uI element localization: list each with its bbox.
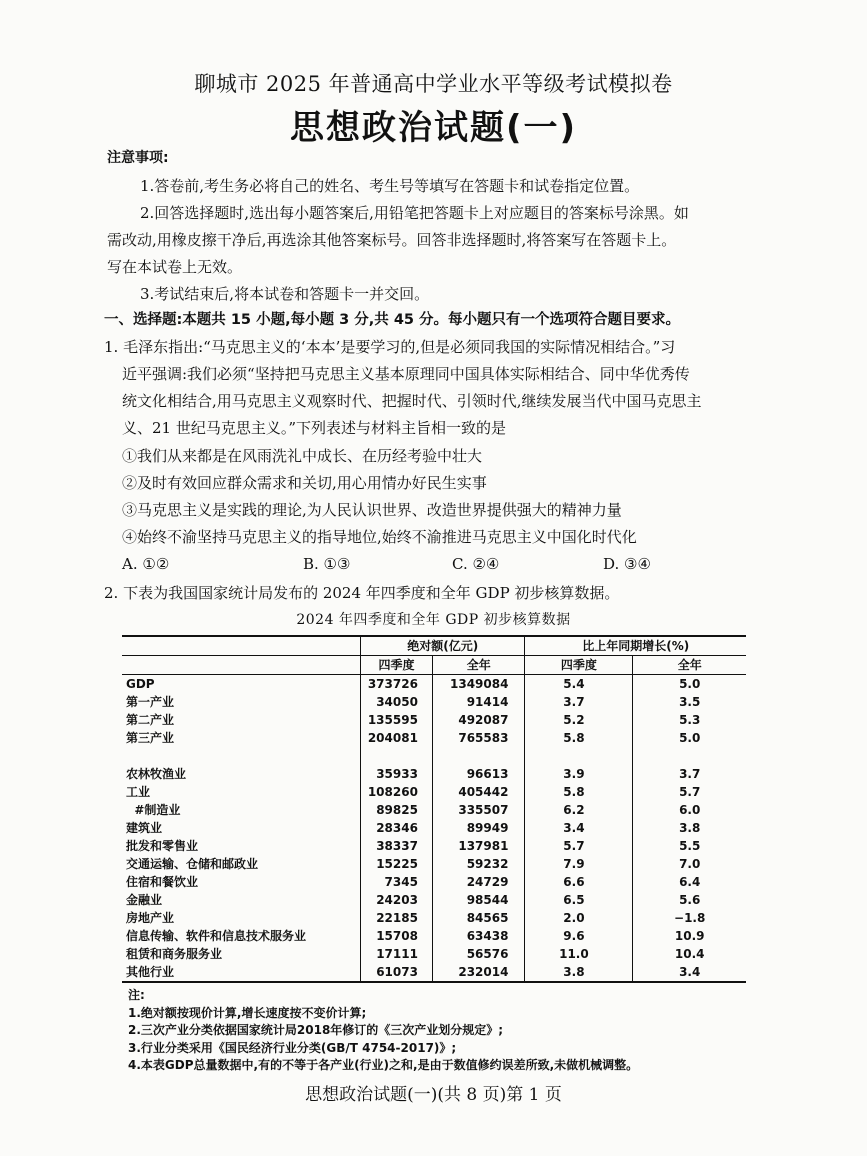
cell-growth-q4: 3.8: [525, 963, 633, 982]
row-label: 建筑业: [126, 821, 163, 835]
footnote-heading: 注:: [128, 988, 145, 1002]
cell-abs-q4: 35933: [360, 765, 432, 783]
cell-growth-q4: 5.4: [525, 675, 633, 694]
table-row: [122, 909, 746, 927]
cell-growth-q4: 3.4: [525, 819, 633, 837]
cell-growth-year: 5.3: [633, 711, 746, 729]
q1-option-c: C. ②④: [452, 555, 500, 573]
cell-growth-q4: 5.8: [525, 729, 633, 747]
cell-abs-q4: 22185: [360, 909, 432, 927]
table-row: [122, 675, 746, 694]
cell-abs-q4: 135595: [360, 711, 432, 729]
cell-abs-year: 492087: [432, 711, 525, 729]
row-label: 房地产业: [126, 911, 175, 925]
cell-growth-q4: 3.7: [525, 693, 633, 711]
cell-abs-q4: 24203: [360, 891, 432, 909]
col-growth-q4: 四季度: [525, 656, 633, 675]
table-row: [122, 819, 746, 837]
table-title: 2024 年四季度和全年 GDP 初步核算数据: [296, 612, 571, 628]
table-header-row-2: [122, 656, 746, 675]
row-label: 批发和零售业: [126, 839, 199, 853]
footnote-1: 1.绝对额按现价计算,增长速度按不变价计算;: [128, 1005, 367, 1020]
q2-stem: 2. 下表为我国国家统计局发布的 2024 年四季度和全年 GDP 初步核算数据。: [104, 584, 620, 602]
q1-stem-line-2: 近平强调:我们必须“坚持把马克思主义基本原理同中国具体实际相结合、同中华优秀传: [122, 365, 690, 383]
row-label: 第三产业: [126, 731, 175, 745]
row-label: 第一产业: [126, 695, 175, 709]
cell-growth-year: 7.0: [633, 855, 746, 873]
note-item-2-line-3: 写在本试卷上无效。: [107, 258, 243, 276]
cell-abs-q4: 15708: [360, 927, 432, 945]
cell-abs-year: 24729: [432, 873, 525, 891]
cell-abs-year: 405442: [432, 783, 525, 801]
cell-growth-q4: 5.7: [525, 837, 633, 855]
table-header-blank: [122, 636, 360, 656]
cell-abs-q4: 17111: [360, 945, 432, 963]
q1-statement-4: ④始终不渝坚持马克思主义的指导地位,始终不渝推进马克思主义中国化时代化: [122, 528, 637, 546]
cell-abs-year: 84565: [432, 909, 525, 927]
q1-option-d: D. ③④: [603, 555, 651, 573]
q1-stem-line-4: 义、21 世纪马克思主义。”下列表述与材料主旨相一致的是: [122, 419, 507, 437]
page-footer: 思想政治试题(一)(共 8 页)第 1 页: [305, 1085, 562, 1105]
cell-growth-year: 5.5: [633, 837, 746, 855]
cell-abs-year: 63438: [432, 927, 525, 945]
cell-abs-year: 56576: [432, 945, 525, 963]
cell-growth-year: 3.4: [633, 963, 746, 982]
cell-growth-q4: 6.5: [525, 891, 633, 909]
cell-growth-q4: 5.8: [525, 783, 633, 801]
cell-abs-q4: 7345: [360, 873, 432, 891]
cell-abs-year: 335507: [432, 801, 525, 819]
q1-stem-line-1: 1. 毛泽东指出:“马克思主义的‘本本’是要学习的,但是必须同我国的实际情况相结合。”习: [104, 338, 676, 356]
col-growth-year: 全年: [633, 656, 746, 675]
row-label: 工业: [126, 785, 151, 799]
note-item-2-line-2: 需改动,用橡皮擦干净后,再选涂其他答案标号。回答非选择题时,将答案写在答题卡上。: [107, 231, 677, 249]
notes-heading: 注意事项:: [107, 150, 169, 166]
table-group-absolute: 绝对额(亿元): [360, 636, 524, 656]
cell-abs-q4: 15225: [360, 855, 432, 873]
cell-abs-year: 91414: [432, 693, 525, 711]
table-spacer-row: [122, 747, 746, 765]
table-row: [122, 783, 746, 801]
footnote-3: 3.行业分类采用《国民经济行业分类(GB/T 4754-2017)》;: [128, 1040, 457, 1055]
cell-abs-year: 1349084: [432, 675, 525, 694]
note-item-2-line-1: 2.回答选择题时,选出每小题答案后,用铅笔把答题卡上对应题目的答案标号涂黑。如: [140, 204, 689, 222]
row-label: 农林牧渔业: [126, 767, 187, 781]
cell-growth-q4: 2.0: [525, 909, 633, 927]
section-1-heading: 一、选择题:本题共 15 小题,每小题 3 分,共 45 分。每小题只有一个选项符合题目要求。: [104, 312, 681, 328]
cell-abs-q4: 108260: [360, 783, 432, 801]
row-label: 租赁和商务服务业: [126, 947, 223, 961]
q1-stem-line-3: 统文化相结合,用马克思主义观察时代、把握时代、引领时代,继续发展当代中国马克思主: [122, 392, 702, 410]
cell-growth-year: 5.7: [633, 783, 746, 801]
row-label: #制造业: [126, 803, 181, 817]
footnote-4: 4.本表GDP总量数据中,有的不等于各产业(行业)之和,是由于数值修约误差所致,未做机械调整。: [128, 1058, 639, 1072]
table-row: [122, 963, 746, 982]
table-row: [122, 693, 746, 711]
row-label: GDP: [126, 677, 155, 691]
q1-option-a: A. ①②: [122, 555, 170, 573]
cell-growth-year: 5.6: [633, 891, 746, 909]
table-row: [122, 945, 746, 963]
gdp-table: [122, 635, 746, 983]
table-row: [122, 855, 746, 873]
footnote-2: 2.三次产业分类依据国家统计局2018年修订的《三次产业划分规定》;: [128, 1023, 504, 1037]
q1-statement-2: ②及时有效回应群众需求和关切,用心用情办好民生实事: [122, 474, 487, 492]
row-label: 其他行业: [122, 963, 360, 982]
row-label: 第二产业: [126, 713, 175, 727]
cell-abs-q4: 61073: [360, 963, 432, 982]
table-row: [122, 711, 746, 729]
cell-abs-year: 137981: [432, 837, 525, 855]
cell-growth-year: 5.0: [633, 675, 746, 694]
exam-subtitle: 聊城市 2025 年普通高中学业水平等级考试模拟卷: [194, 72, 673, 96]
table-row: [122, 729, 746, 747]
cell-abs-year: 96613: [432, 765, 525, 783]
cell-growth-year: 3.8: [633, 819, 746, 837]
q1-option-b: B. ①③: [303, 555, 351, 573]
cell-growth-year: 10.9: [633, 927, 746, 945]
table-header-row-1: [122, 636, 746, 656]
q1-statement-3: ③马克思主义是实践的理论,为人民认识世界、改造世界提供强大的精神力量: [122, 501, 622, 519]
cell-growth-q4: 9.6: [525, 927, 633, 945]
exam-title: 思想政治试题(一): [289, 108, 578, 148]
row-label: 信息传输、软件和信息技术服务业: [126, 929, 307, 943]
row-label: 住宿和餐饮业: [126, 875, 199, 889]
cell-abs-q4: 38337: [360, 837, 432, 855]
cell-growth-q4: 5.2: [525, 711, 633, 729]
cell-abs-q4: 34050: [360, 693, 432, 711]
q1-statement-1: ①我们从来都是在风雨洗礼中成长、在历经考验中壮大: [122, 447, 483, 465]
table-row: [122, 837, 746, 855]
table-row: [122, 765, 746, 783]
col-abs-year: 全年: [432, 656, 525, 675]
cell-growth-year: 6.4: [633, 873, 746, 891]
table-row: [122, 927, 746, 945]
table-row: [122, 873, 746, 891]
col-abs-q4: 四季度: [360, 656, 432, 675]
cell-abs-year: 59232: [432, 855, 525, 873]
cell-growth-year: 6.0: [633, 801, 746, 819]
cell-abs-q4: 204081: [360, 729, 432, 747]
cell-abs-q4: 373726: [360, 675, 432, 694]
cell-growth-year: −1.8: [633, 909, 746, 927]
cell-abs-q4: 28346: [360, 819, 432, 837]
cell-growth-year: 10.4: [633, 945, 746, 963]
cell-growth-q4: 7.9: [525, 855, 633, 873]
cell-abs-year: 765583: [432, 729, 525, 747]
row-label: 交通运输、仓储和邮政业: [126, 857, 259, 871]
note-item-3: 3.考试结束后,将本试卷和答题卡一并交回。: [140, 285, 430, 303]
cell-growth-year: 3.7: [633, 765, 746, 783]
table-footnotes: [128, 987, 638, 1075]
cell-growth-year: 3.5: [633, 693, 746, 711]
cell-abs-q4: 89825: [360, 801, 432, 819]
cell-growth-year: 5.0: [633, 729, 746, 747]
cell-growth-q4: 11.0: [525, 945, 633, 963]
table-group-growth: 比上年同期增长(%): [525, 636, 746, 656]
table-row: [122, 801, 746, 819]
cell-abs-year: 89949: [432, 819, 525, 837]
cell-abs-year: 98544: [432, 891, 525, 909]
cell-growth-q4: 6.6: [525, 873, 633, 891]
cell-growth-q4: 3.9: [525, 765, 633, 783]
table-row: [122, 891, 746, 909]
row-label: 金融业: [126, 893, 163, 907]
cell-growth-q4: 6.2: [525, 801, 633, 819]
note-item-1: 1.答卷前,考生务必将自己的姓名、考生号等填写在答题卡和试卷指定位置。: [140, 177, 640, 195]
cell-abs-year: 232014: [432, 963, 525, 982]
